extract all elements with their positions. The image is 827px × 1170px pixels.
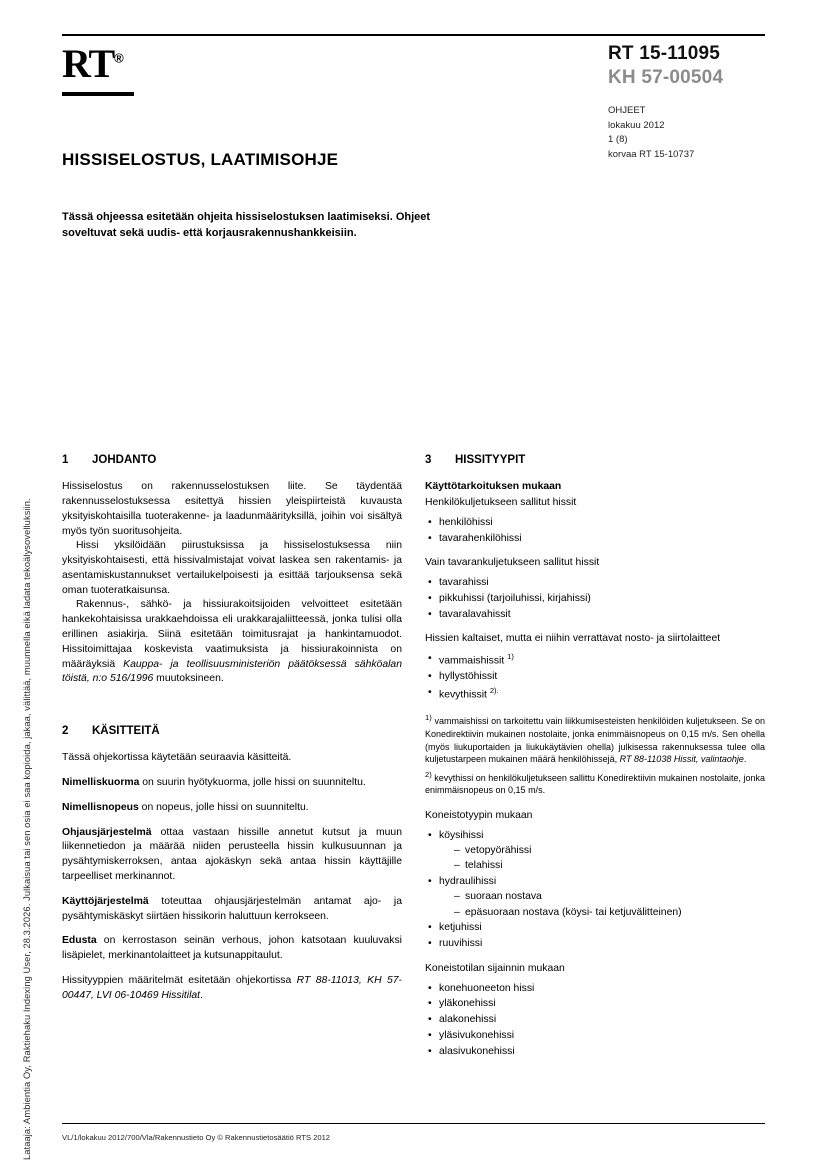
footnote-1-marker: 1) bbox=[425, 713, 432, 723]
watermark-sidenote: Lataaja: Ambientia Oy, Raktiehaku Indexing User, 28.3.2026. Julkaisua tai sen osia ei saa kopioida, jakaa, välittää, muunnella eikä ladata tekoälysovelluksiin. bbox=[22, 498, 32, 1160]
list-item: • ruuvihissi bbox=[439, 937, 765, 952]
list-item-label: köysihissi bbox=[439, 829, 484, 841]
section-1-p3a: Rakennus-, sähkö- ja hissiurakoitsijoiden velvoitteet esitetään hankekohtaisissa urakkaehdoissa eli urakkarajaliitteessä, jonka tulisi olla erillinen asiakirja. Siinä esitetään toimitusrajat ja hankintamuodot. Hissitoimittajaa koskevista vaatimuksista ja hissiurakoinnista on määräyksiä bbox=[62, 599, 402, 670]
list-item bbox=[439, 875, 765, 920]
section-2-intro: Tässä ohjekortissa käytetään seuraavia käsitteitä. bbox=[62, 752, 292, 764]
term-text: on kerrostason seinän verhous, johon katsotaan kuuluvaksi lisäpielet, merkinantolaitteet ja kutsunappitaulut. bbox=[62, 935, 402, 962]
term-definition bbox=[62, 776, 402, 791]
term-text: toteuttaa ohjausjärjestelmän antamat ajo- ja pysähtymiskäskyt siirtäen hissikorin haluttuun kerrokseen. bbox=[62, 895, 402, 922]
section-2-closing-italic: RT 88-11013, KH 57-00447, LVI 06-10469 Hissitilat bbox=[62, 974, 402, 1001]
sub-list bbox=[439, 890, 765, 921]
rt-logo bbox=[62, 41, 124, 86]
footnote-1-italic: RT 88-11038 Hissit, valintaohje bbox=[619, 754, 744, 765]
footnotes bbox=[425, 713, 765, 797]
term-name: Nimelliskuorma bbox=[62, 777, 140, 789]
term-name: Edusta bbox=[62, 935, 97, 947]
section-2-closing-b: . bbox=[200, 989, 203, 1001]
list-item: • konehuoneeton hissi bbox=[439, 982, 765, 997]
document-meta bbox=[608, 104, 694, 163]
section-1-heading bbox=[62, 452, 402, 468]
document-codes bbox=[608, 42, 723, 90]
group-4-subtitle: Koneistotyypin mukaan bbox=[425, 810, 533, 822]
footnote-1-text-a: vammaishissi on tarkoitettu vain liikkumisesteisten henkilöiden kuljetukseen. Se on Konedirektiivin mukainen nostolaite, jonka enimmäisnopeus on 0,15 m/s. Sen ohella (myös liukuportaiden ja liukukäytävien ohella) julkisessa rakennuksessa tulee olla kuljetustarpeen mukainen määrä henkilöhissejä, bbox=[425, 716, 765, 765]
footer-rule bbox=[62, 1123, 765, 1124]
list-item-label: vammaishissit bbox=[439, 655, 505, 667]
section-1-title: JOHDANTO bbox=[92, 454, 157, 466]
section-1-p3b: muutoksineen. bbox=[153, 673, 224, 685]
rt-logo-text: RT bbox=[62, 41, 115, 86]
meta-type: OHJEET bbox=[608, 105, 646, 116]
sub-list-item: – suoraan nostava bbox=[465, 890, 765, 905]
list-item: • yläkonehissi bbox=[439, 997, 765, 1012]
kh-code: KH 57-00504 bbox=[608, 66, 724, 88]
meta-date: lokakuu 2012 bbox=[608, 119, 665, 131]
term-text: on suurin hyötykuorma, jolle hissi on suunniteltu. bbox=[139, 777, 366, 789]
list-item: • yläsivukonehissi bbox=[439, 1029, 765, 1044]
section-1-p3-italic: Kauppa- ja teollisuusministeriön päätöksessä sähköalan töistä, n:o 516/1996 bbox=[62, 658, 402, 685]
footnote-1-text-b: . bbox=[743, 754, 747, 765]
footnote-marker: 2). bbox=[489, 686, 499, 696]
list-item bbox=[439, 652, 765, 669]
group-1-title: Käyttötarkoituksen mukaan bbox=[425, 481, 562, 493]
list-item-label: hydraulihissi bbox=[439, 876, 497, 888]
group-3-subtitle: Hissien kaltaiset, mutta ei niihin verrattavat nosto- ja siirtolaitteet bbox=[425, 633, 721, 645]
section-1-p2: Hissi yksilöidään piirustuksissa ja hissiselostuksessa niin yksityiskohtaisesti, että hissivalmistajat voivat laskea sen rakentamis- ja asentamiskustannukset vertailukelpoisesti ja esittää tarjouksensa sekä oman tuoteratkaisunsa. bbox=[62, 540, 402, 596]
section-2-heading bbox=[62, 723, 402, 739]
rt-code: RT 15-11095 bbox=[608, 43, 721, 64]
left-column bbox=[62, 452, 402, 1003]
list-item-label: kevythissit bbox=[439, 689, 487, 701]
sub-list bbox=[439, 844, 765, 875]
rt-logo-underline bbox=[62, 92, 134, 96]
section-2-closing bbox=[62, 974, 402, 1004]
list-item: • henkilöhissi bbox=[439, 516, 765, 531]
term-definition bbox=[62, 826, 402, 885]
term-text: on nopeus, jolle hissi on suunniteltu. bbox=[138, 801, 309, 813]
list-item: • tavaralavahissit bbox=[439, 608, 765, 623]
term-name: Käyttöjärjestelmä bbox=[62, 895, 149, 907]
right-column bbox=[425, 452, 765, 1070]
sub-list-item: – vetopyörähissi bbox=[465, 844, 765, 859]
group-5-subtitle: Koneistotilan sijainnin mukaan bbox=[425, 962, 565, 974]
group-1-list bbox=[425, 516, 765, 547]
list-item: • tavarahenkilöhissi bbox=[439, 532, 765, 547]
meta-page: 1 (8) bbox=[608, 134, 628, 146]
section-1-p3 bbox=[62, 598, 402, 687]
group-2-subtitle: Vain tavarankuljetukseen sallitut hissit bbox=[425, 557, 600, 569]
list-item: • ketjuhissi bbox=[439, 921, 765, 936]
term-definition bbox=[62, 895, 402, 925]
footnote-2-text: kevythissi on henkilökuljetukseen sallittu Konedirektiivin mukainen nostolaite, jonka enimmäisnopeus on 0,15 m/s. bbox=[425, 772, 765, 796]
term-definition bbox=[62, 801, 402, 816]
list-item: • alakonehissi bbox=[439, 1013, 765, 1028]
list-item bbox=[439, 829, 765, 874]
list-item bbox=[439, 686, 765, 703]
group-1-subtitle: Henkilökuljetukseen sallitut hissit bbox=[425, 497, 577, 509]
list-item: • pikkuhissi (tarjoiluhissi, kirjahissi) bbox=[439, 592, 765, 607]
footnote-marker: 1) bbox=[507, 652, 514, 662]
page-title: HISSISELOSTUS, LAATIMISOHJE bbox=[62, 150, 339, 169]
term-name: Nimellisnopeus bbox=[62, 801, 139, 813]
list-item: • tavarahissi bbox=[439, 576, 765, 591]
lead-paragraph: Tässä ohjeessa esitetään ohjeita hissiselostuksen laatimiseksi. Ohjeet soveltuvat sekä uudis- että korjausrakennushankkeisiin. bbox=[62, 211, 431, 239]
list-item-label: hyllystöhissit bbox=[439, 671, 498, 683]
section-2-title: KÄSITTEITÄ bbox=[92, 725, 160, 738]
section-3-number: 3 bbox=[425, 454, 432, 466]
term-text: ottaa vastaan hissille annetut kutsut ja muun liikennetiedon ja määrää niiden perusteella hissin kulkusuunnan ja pysähtymiskerroksen, antaa ajokäskyn sekä antaa hissin käyttäjille tarpeelliset merkinannot. bbox=[62, 826, 402, 882]
section-3-heading bbox=[425, 452, 765, 468]
meta-replaces: korvaa RT 15-10737 bbox=[608, 149, 695, 161]
group-5-list bbox=[425, 982, 765, 1060]
footnote-1 bbox=[425, 713, 765, 765]
footnote-2-marker: 2) bbox=[425, 769, 432, 779]
page-footer: VL/1/lokakuu 2012/700/Vla/Rakennustieto Oy © Rakennustietosäätiö RTS 2012 bbox=[62, 1133, 331, 1142]
term-definition bbox=[62, 934, 402, 964]
group-4-list bbox=[425, 829, 765, 952]
group-3-list bbox=[425, 652, 765, 703]
group-2-list bbox=[425, 576, 765, 622]
registered-icon: ® bbox=[114, 50, 124, 66]
footnote-2 bbox=[425, 770, 765, 797]
header-rule bbox=[62, 34, 765, 36]
term-name: Ohjausjärjestelmä bbox=[62, 826, 152, 838]
section-1-number: 1 bbox=[62, 454, 69, 466]
section-3-title: HISSITYYPIT bbox=[455, 454, 526, 466]
section-1-p1: Hissiselostus on rakennusselostuksen liite. Se täydentää rakennusselostuksessa esitettyä hissien yleispiirteistä kuvausta yksityiskohtaisilla tuoterakenne- ja laadunmäärityksillä, joihin voi sisältyä myös työn suoritusohjeita. bbox=[62, 481, 402, 537]
section-2-closing-a: Hissityyppien määritelmät esitetään ohjekortissa bbox=[62, 974, 297, 986]
sub-list-item: – epäsuoraan nostava (köysi- tai ketjuvälitteinen) bbox=[465, 906, 765, 921]
list-item: • alasivukonehissi bbox=[439, 1045, 765, 1060]
list-item bbox=[439, 670, 765, 685]
section-2-number: 2 bbox=[62, 725, 69, 738]
sub-list-item: – telahissi bbox=[465, 859, 765, 874]
